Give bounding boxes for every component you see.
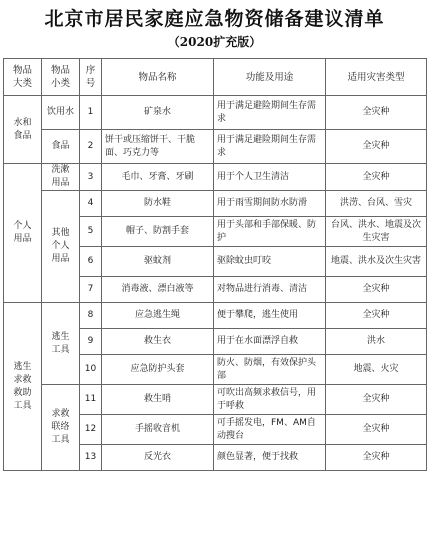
item-function: 用于满足避险期间生存需求: [214, 130, 326, 164]
header-category: 物品 大类: [4, 59, 42, 96]
item-function: 用于在水面漂浮自救: [214, 329, 326, 355]
table-row: [4, 164, 427, 191]
subgroup-food: 食品: [42, 130, 80, 164]
item-function: 颜色显著，便于找救: [214, 445, 326, 471]
header-function: 功能及用途: [214, 59, 326, 96]
row-number: 8: [80, 303, 102, 329]
subgroup-other-personal: 其他 个人 用品: [42, 191, 80, 303]
header-item-name: 物品名称: [102, 59, 214, 96]
item-disaster: 全灾种: [326, 415, 427, 445]
table-header-row: [4, 59, 427, 96]
item-name: 饼干或压缩饼干、干脆面、巧克力等: [102, 130, 214, 164]
item-function: 便于攀爬，逃生使用: [214, 303, 326, 329]
item-disaster: 全灾种: [326, 130, 427, 164]
item-name: 应急逃生绳: [102, 303, 214, 329]
page-title: 北京市居民家庭应急物资储备建议清单: [44, 8, 385, 30]
item-function: 可吹出高频求救信号，用于呼救: [214, 385, 326, 415]
item-function: 可手摇发电，FM、AM自动搜台: [214, 415, 326, 445]
item-function: 用于雨雪期间防水防滑: [214, 191, 326, 217]
row-number: 4: [80, 191, 102, 217]
table-row: [4, 303, 427, 329]
row-number: 7: [80, 277, 102, 303]
item-function: 驱除蚊虫叮咬: [214, 247, 326, 277]
group-water-food: 水和 食品: [4, 96, 42, 164]
item-name: 应急防护头套: [102, 355, 214, 385]
item-disaster: 全灾种: [326, 445, 427, 471]
page-subtitle: （2020扩充版）: [167, 35, 262, 49]
subgroup-wash: 洗漱 用品: [42, 164, 80, 191]
item-disaster: 地震、洪水及次生灾害: [326, 247, 427, 277]
table-row: [4, 385, 427, 415]
table-row: [4, 96, 427, 130]
item-name: 驱蚊剂: [102, 247, 214, 277]
item-disaster: 全灾种: [326, 303, 427, 329]
item-function: 防火、防烟，有效保护头部: [214, 355, 326, 385]
header-subcategory: 物品 小类: [42, 59, 80, 96]
row-number: 11: [80, 385, 102, 415]
item-function: 对物品进行消毒、清洁: [214, 277, 326, 303]
item-function: 用于头部和手部保暖、防护: [214, 217, 326, 247]
row-number: 6: [80, 247, 102, 277]
item-disaster: 全灾种: [326, 96, 427, 130]
row-number: 5: [80, 217, 102, 247]
header-number: 序 号: [80, 59, 102, 96]
header-disaster-type: 适用灾害类型: [326, 59, 427, 96]
item-name: 消毒液、漂白液等: [102, 277, 214, 303]
subgroup-escape: 逃生 工具: [42, 303, 80, 385]
group-personal: 个人 用品: [4, 164, 42, 303]
item-disaster: 台风、洪水、地震及次生灾害: [326, 217, 427, 247]
row-number: 12: [80, 415, 102, 445]
subgroup-drinking-water: 饮用水: [42, 96, 80, 130]
item-name: 帽子、防割手套: [102, 217, 214, 247]
item-name: 矿泉水: [102, 96, 214, 130]
group-rescue-tools: 逃生 求救 救助 工具: [4, 303, 42, 471]
item-name: 毛巾、牙膏、牙刷: [102, 164, 214, 191]
item-disaster: 洪涝、台风、雪灾: [326, 191, 427, 217]
item-name: 手摇收音机: [102, 415, 214, 445]
supplies-table: [3, 58, 427, 471]
table-row: [4, 191, 427, 217]
subgroup-contact: 求救 联络 工具: [42, 385, 80, 471]
item-disaster: 地震、火灾: [326, 355, 427, 385]
item-function: 用于个人卫生清洁: [214, 164, 326, 191]
row-number: 13: [80, 445, 102, 471]
row-number: 9: [80, 329, 102, 355]
table-row: [4, 130, 427, 164]
row-number: 2: [80, 130, 102, 164]
row-number: 3: [80, 164, 102, 191]
item-disaster: 洪水: [326, 329, 427, 355]
item-function: 用于满足避险期间生存需求: [214, 96, 326, 130]
row-number: 1: [80, 96, 102, 130]
item-disaster: 全灾种: [326, 385, 427, 415]
item-name: 救生衣: [102, 329, 214, 355]
item-name: 反光衣: [102, 445, 214, 471]
item-name: 防水鞋: [102, 191, 214, 217]
item-disaster: 全灾种: [326, 277, 427, 303]
item-name: 救生哨: [102, 385, 214, 415]
row-number: 10: [80, 355, 102, 385]
item-disaster: 全灾种: [326, 164, 427, 191]
